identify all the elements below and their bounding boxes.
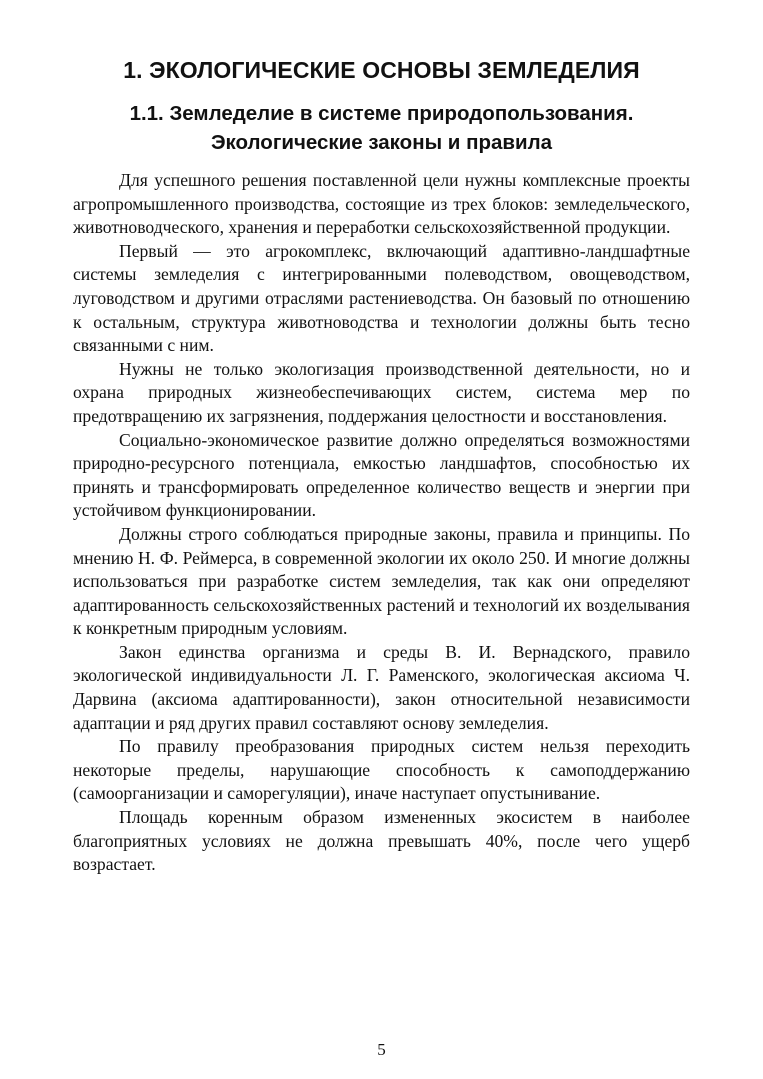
- paragraph: Для успешного решения поставленной цели нужны комплексные проекты агропромышленного производства, состоящие из трех блоков: земледельческого, животноводческого, хранения и переработки сельскохозяйственной продукции.: [73, 170, 690, 238]
- body-text: [73, 169, 690, 877]
- paragraph: Первый — это агрокомплекс, включающий адаптивно-ландшафтные системы земледелия с интегрированными полеводством, овощеводством, луговодством и другими отраслями растениеводства. Он базовый по отношению к остальным, структура животноводства и технологии должны быть тесно связанными с ним.: [73, 240, 690, 356]
- paragraph: Нужны не только экологизация производственной деятельности, но и охрана природных жизнеобеспечивающих систем, система мер по предотвращению их загрязнения, поддержания целостности и восстановления.: [73, 358, 690, 426]
- paragraph: Должны строго соблюдаться природные законы, правила и принципы. По мнению Н. Ф. Реймерса, в современной экологии их около 250. И многие должны использоваться при разработке систем земледелия, так как они определяют адаптированность сельскохозяйственных растений и технологий их возделывания к конкретным природным условиям.: [73, 523, 690, 639]
- page-number: 5: [377, 1040, 386, 1059]
- paragraph: Площадь коренным образом измененных экосистем в наиболее благоприятных условиях не должна превышать 40%, после чего ущерб возрастает.: [73, 807, 690, 875]
- section-title-line-1: 1.1. Земледелие в системе природопользования.: [129, 102, 634, 125]
- section-title: [60, 99, 703, 157]
- chapter-title: 1. ЭКОЛОГИЧЕСКИЕ ОСНОВЫ ЗЕМЛЕДЕЛИЯ: [123, 57, 640, 83]
- paragraph: По правилу преобразования природных систем нельзя переходить некоторые пределы, нарушающие способность к самоподдержанию (самоорганизации и саморегуляции), иначе наступает опустынивание.: [73, 736, 690, 804]
- paragraph: Закон единства организма и среды В. И. Вернадского, правило экологической индивидуальности Л. Г. Раменского, экологическая аксиома Ч. Дарвина (аксиома адаптированности), закон относительной независимости адаптации и ряд других правил составляют основу земледелия.: [73, 641, 690, 733]
- section-title-line-2: Экологические законы и правила: [210, 131, 553, 154]
- paragraph: Социально-экономическое развитие должно определяться возможностями природно-ресурсного потенциала, емкостью ландшафтов, способностью их принять и трансформировать определенное количество веществ и энергии при устойчивом функционировании.: [73, 429, 690, 521]
